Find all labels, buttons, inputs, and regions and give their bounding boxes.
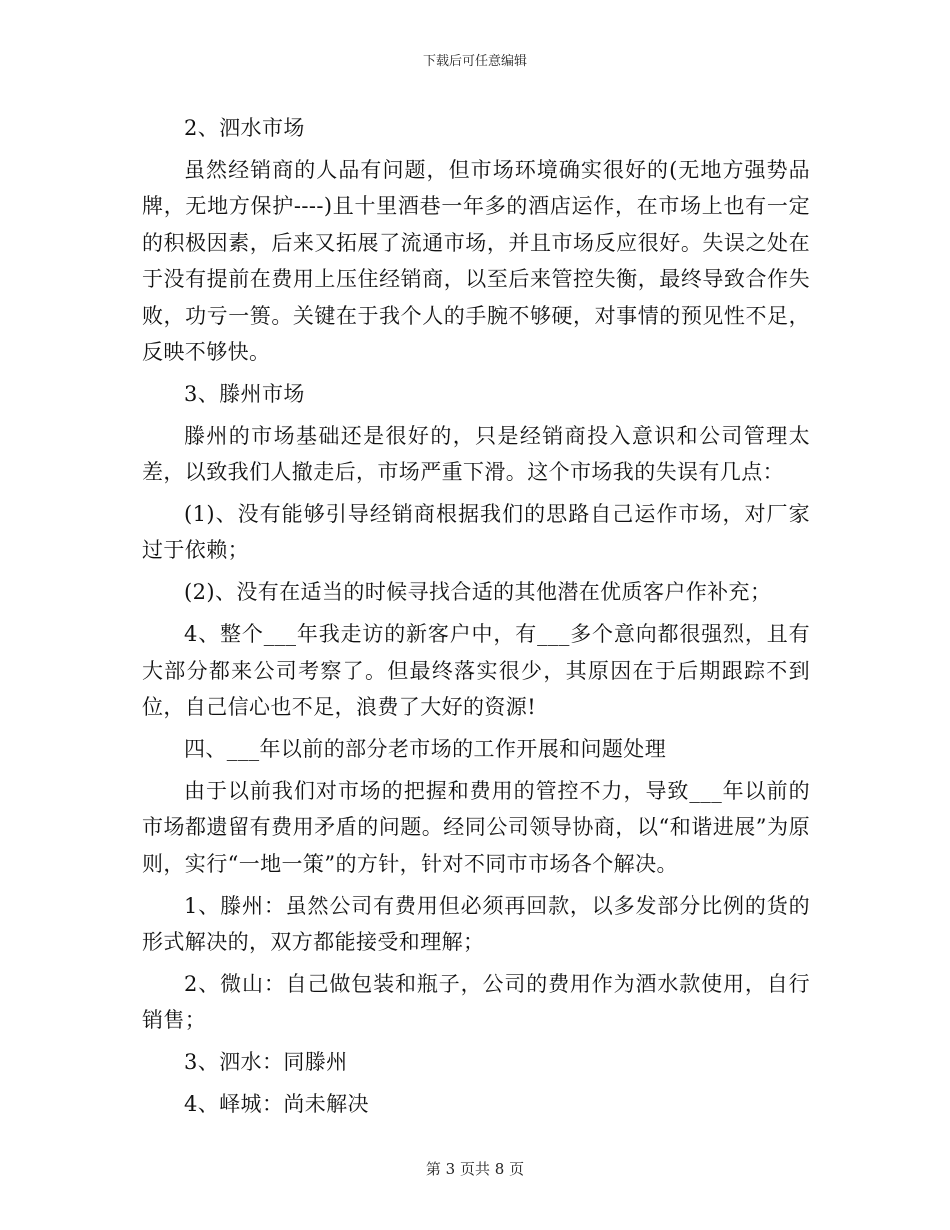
document-body	[142, 110, 810, 1128]
list-item-sishui: 3、泗水：同滕州	[184, 1050, 348, 1075]
heading-tengzhou-market: 3、滕州市场	[184, 381, 305, 406]
heading-sishui-market: 2、泗水市场	[184, 116, 305, 140]
page-footer: 第 3 页共 8 页	[425, 1160, 525, 1178]
list-item-mistake-1: (1)、没有能够引导经销商根据我们的思路自己运作市场，对厂家过于依赖；	[142, 502, 810, 563]
paragraph-sishui-analysis: 虽然经销商的人品有问题，但市场环境确实很好的(无地方强势品牌，无地方保护----)且十里酒巷一年多的酒店运作，在市场上也有一定的积极因素，后来又拓展了流通市场，并且市场反应很好。失误之处在于没有提前在费用上压住经销商，以至后来管控失衡，最终导致合作失败，功亏一篑。关键在于我个人的手腕不够硬，对事情的预见性不足，反映不够快。	[142, 157, 810, 364]
paragraph-new-customers: 4、整个___年我走访的新客户中，有___多个意向都很强烈，且有大部分都来公司考察了。但最终落实很少，其原因在于后期跟踪不到位，自己信心也不足，浪费了大好的资源!	[142, 622, 810, 720]
list-item-mistake-2: (2)、没有在适当的时候寻找合适的其他潜在优质客户作补充；	[184, 580, 772, 605]
section-heading-old-markets: 四、___年以前的部分老市场的工作开展和问题处理	[184, 737, 667, 761]
list-item-tengzhou: 1、滕州：虽然公司有费用但必须再回款，以多发部分比例的货的形式解决的，双方都能接受和理解；	[142, 893, 810, 955]
list-item-yicheng: 4、峄城：尚未解决	[184, 1092, 369, 1117]
list-item-weishan: 2、微山：自己做包装和瓶子，公司的费用作为酒水款使用，自行销售；	[142, 971, 810, 1033]
paragraph-tengzhou-analysis: 滕州的市场基础还是很好的，只是经销商投入意识和公司管理太差，以致我们人撤走后，市场严重下滑。这个市场我的失误有几点：	[142, 423, 810, 485]
paragraph-old-markets-intro: 由于以前我们对市场的把握和费用的管控不力，导致___年以前的市场都遗留有费用矛盾的问题。经同公司领导协商，以“和谐进展”为原则，实行“一地一策”的方针，针对不同市市场各个解决。	[142, 778, 810, 876]
page-header: 下载后可任意编辑	[422, 54, 527, 69]
